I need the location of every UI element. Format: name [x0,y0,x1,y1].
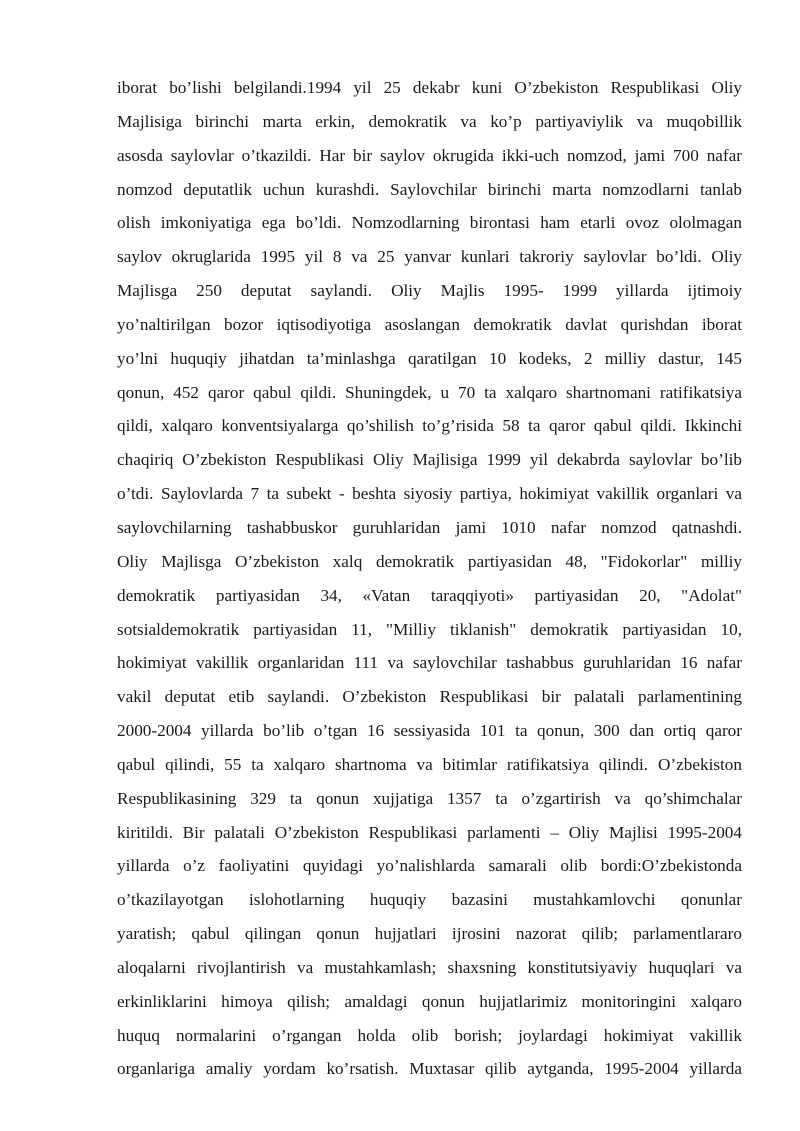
text-line: Majlisiga birinchi marta erkin, demokratik va ko’p partiyaviylik va muqobillik [117,111,742,131]
text-line: yo’lni huquqiy jihatdan ta’minlashga qaratilgan 10 kodeks, 2 milliy dastur, 145 [117,348,742,368]
text-line: saylov okruglarida 1995 yil 8 va 25 yanvar kunlari takroriy saylovlar bo’ldi. Oliy [117,247,742,267]
text-line: aloqalarni rivojlantirish va mustahkamlash; shaxsning konstitutsiyaviy huquqlari va [117,957,742,977]
text-line: qonun, 452 qaror qabul qildi. Shuningdek, u 70 ta xalqaro shartnomani ratifikatsiya [117,382,742,402]
text-line: chaqiriq O’zbekiston Respublikasi Oliy Majlisiga 1999 yil dekabrda saylovlar bo’lib [117,450,742,470]
text-line: o’tkazilayotgan islohotlarning huquqiy bazasini mustahkamlovchi qonunlar [117,890,742,910]
text-line: huquq normalarini o’rgangan holda olib borish; joylardagi hokimiyat vakillik [117,1025,742,1045]
text-line: nomzod deputatlik uchun kurashdi. Saylovchilar birinchi marta nomzodlarni tanlab [117,179,742,199]
text-line: qildi, xalqaro konventsiyalarga qo’shilish to’g’risida 58 ta qaror qabul qildi. Ikkinchi [117,416,742,436]
text-line: yaratish; qabul qilingan qonun hujjatlari ijrosini nazorat qilib; parlamentlararo [117,924,742,944]
text-line: sotsialdemokratik partiyasidan 11, "Milliy tiklanish" demokratik partiyasidan 10, [117,619,742,639]
text-line: o’tdi. Saylovlarda 7 ta subekt - beshta siyosiy partiya, hokimiyat vakillik organlari va [117,484,742,504]
text-line: asosda saylovlar o’tkazildi. Har bir saylov okrugida ikki-uch nomzod, jami 700 nafar [117,145,742,165]
text-line: olish imkoniyatiga ega bo’ldi. Nomzodlarning birontasi ham etarli ovoz ololmagan [117,213,742,233]
text-line: yillarda o’z faoliyatini quyidagi yo’nalishlarda samarali olib bordi:O’zbekistonda [117,856,742,876]
text-line: iborat bo’lishi belgilandi.1994 yil 25 dekabr kuni O’zbekiston Respublikasi Oliy [117,78,742,97]
text-line: vakil deputat etib saylandi. O’zbekiston Respublikasi bir palatali parlamentining [117,687,742,707]
text-line: Majlisga 250 deputat saylandi. Oliy Majlis 1995- 1999 yillarda ijtimoiy [117,281,742,301]
body-text [117,71,742,1086]
text-line: yo’naltirilgan bozor iqtisodiyotiga asoslangan demokratik davlat qurishdan iborat [117,314,742,334]
text-line: saylovchilarning tashabbuskor guruhlaridan jami 1010 nafar nomzod qatnashdi. [117,517,742,537]
text-line: demokratik partiyasidan 34, «Vatan taraqqiyoti» partiyasidan 20, "Adolat" [117,585,742,605]
text-line: 2000-2004 yillarda bo’lib o’tgan 16 sessiyasida 101 ta qonun, 300 dan ortiq qaror [117,721,742,741]
text-line: organlariga amaliy yordam ko’rsatish. Muxtasar qilib aytganda, 1995-2004 yillarda [117,1059,742,1079]
text-line: qabul qilindi, 55 ta xalqaro shartnoma va bitimlar ratifikatsiya qilindi. O’zbekiston [117,754,742,774]
text-line: kiritildi. Bir palatali O’zbekiston Respublikasi parlamenti – Oliy Majlisi 1995-2004 [117,822,742,842]
text-line: hokimiyat vakillik organlaridan 111 va saylovchilar tashabbus guruhlaridan 16 nafar [117,653,742,673]
text-line: Oliy Majlisga O’zbekiston xalq demokratik partiyasidan 48, "Fidokorlar" milliy [117,551,742,571]
text-line: erkinliklarini himoya qilish; amaldagi qonun hujjatlarimiz monitoringini xalqaro [117,991,742,1011]
text-line: Respublikasining 329 ta qonun xujjatiga 1357 ta o’zgartirish va qo’shimchalar [117,788,742,808]
